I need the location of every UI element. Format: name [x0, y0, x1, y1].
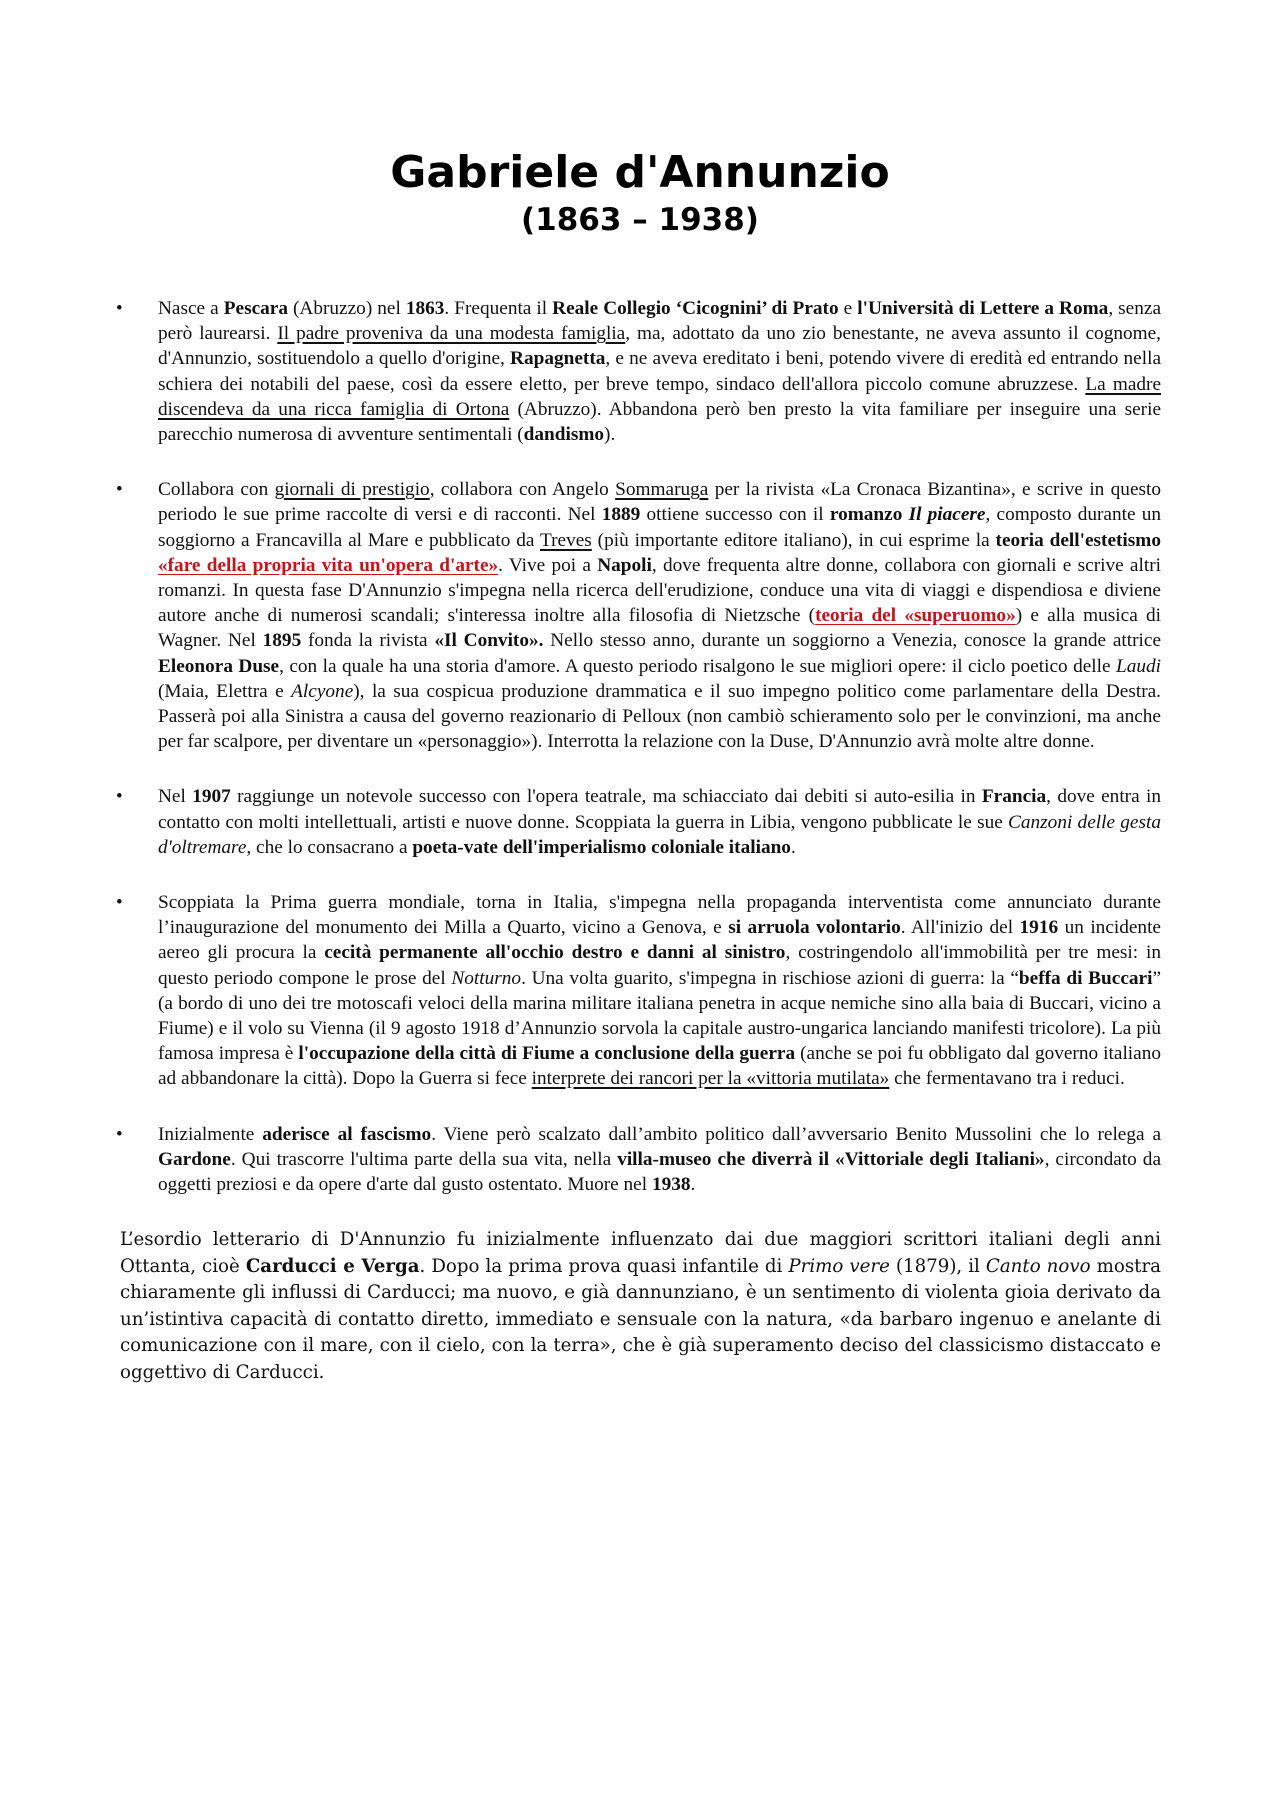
bullet-icon: • [116, 298, 123, 319]
bullet-paragraph-war: • Scoppiata la Prima guerra mondiale, torna in Italia, s'impegna nella propaganda interventista come annunciato durante l’inaugurazione del monumento dei Milla a Quarto, vicino a Genova, e si arruola volontario. All'inizio del 1916 un incidente aereo gli procura la cecità permanente all'occhio destro e danni al sinistro, costringendolo all'immobilità per tre mesi: in questo periodo compone le prose del Notturno. Una volta guarito, s'impegna in rischiose azioni di guerra: la “beffa di Buccari” (a bordo di uno dei tre motoscafi veloci della marina militare italiana penetra in acque nemiche sino alla baia di Buccari, vicino a Fiume) e il volo su Vienna (il 9 agosto 1918 d’Annunzio sorvola la capitale austro-ungarica lanciando manifesti tricolore). La più famosa impresa è l'occupazione della città di Fiume a conclusione della guerra (anche se poi fu obbligato dal governo italiano ad abbandonare la città). Dopo la Guerra si fece interprete dei rancori per la «vittoria mutilata» che fermentavano tra i reduci. [116, 892, 1162, 1090]
underlined-text: Sommaruga [615, 479, 709, 501]
bullet-paragraph-france: • Nel 1907 raggiunge un notevole successo con l'opera teatrale, ma schiacciato dai debiti si auto-esilia in Francia, dove entra in contatto con molti intellettuali, artisti e nuove donne. Scoppiata la guerra in Libia, vengono pubblicate le sue Canzoni delle gesta d'oltremare, che lo consacrano a poeta-vate dell'imperialismo coloniale italiano. [116, 786, 1161, 858]
bullet-icon: • [116, 1123, 123, 1145]
bullet-paragraph-career: • Collabora con giornali di prestigio, collabora con Angelo Sommaruga per la rivista «La Cronaca Bizantina», e scrive in questo periodo le sue prime raccolte di versi e di racconti. Nel 1889 ottiene successo con il romanzo Il piacere, composto durante un soggiorno a Francavilla al Mare e pubblicato da Treves (più importante editore italiano), in cui esprime la teoria dell'estetismo «fare della propria vita un'opera d'arte». Vive poi a Napoli, dove frequenta altre donne, collabora con giornali e scrive altri romanzi. In questa fase D'Annunzio s'impegna nella ricerca dell'erudizione, conduce una vita di viaggi e dispendiosa e diviene autore anche di numerosi scandali; s'interessa inoltre alla filosofia di Nietzsche (teoria del «superuomo») e alla musica di Wagner. Nel 1895 fonda la rivista «Il Convito». Nello stesso anno, durante un soggiorno a Venezia, conosce la grande attrice Eleonora Duse, con la quale ha una storia d'amore. A questo periodo risalgono le sue migliori opere: il ciclo poetico delle Laudi (Maia, Elettra e Alcyone), la sua cospicua produzione drammatica e il suo impegno politico come parlamentare della Destra. Passerà poi alla Sinistra a causa del governo reazionario di Pelloux (non cambiò schieramento solo per le convinzioni, ma anche per far scalpore, per diventare un «personaggio»). Interrotta la relazione con la Duse, D'Annunzio avrà molte altre donne. [116, 479, 1162, 753]
underlined-text: Il padre proveniva da una modesta famiglia [277, 323, 626, 345]
page-title: Gabriele d'Annunzio [390, 147, 890, 198]
bullet-paragraph-birth: • Nasce a Pescara (Abruzzo) nel 1863. Frequenta il Reale Collegio ‘Cicognini’ di Prato e l'Università di Lettere a Roma, senza però laurearsi. Il padre proveniva da una modesta famiglia, ma, adottato da uno zio benestante, ne aveva assunto il cognome, d'Annunzio, sostituendolo a quello d'origine, Rapagnetta, e ne aveva ereditato i beni, potendo vivere di eredità ed entrando nella schiera dei notabili del paese, così da essere eletto, per breve tempo, sindaco dell'allora piccolo comune abruzzese. La madre discendeva da una ricca famiglia di Ortona (Abruzzo). Abbandona però ben presto la vita familiare per inseguire una serie parecchio numerosa di avventure sentimentali (dandismo). [116, 298, 1161, 446]
underlined-text: interprete dei rancori per la «vittoria mutilata» [531, 1068, 890, 1090]
page-subtitle: (1863 – 1938) [521, 202, 759, 238]
underlined-text: Treves [540, 529, 592, 551]
highlighted-quote: «fare della propria vita un'opera d'arte» [158, 554, 499, 576]
bullet-icon: • [116, 786, 123, 808]
title-block [0, 146, 1280, 240]
highlighted-quote: teoria del «superuomo» [815, 605, 1016, 627]
closing-paragraph: L’esordio letterario di D'Annunzio fu inizialmente influenzato dai due maggiori scrittori italiani degli anni Ottanta, cioè Carducci e Verga. Dopo la prima prova quasi infantile di Primo vere (1879), il Canto novo mostra chiaramente gli influssi di Carducci; ma nuovo, e già dannunziano, è un sentimento di violenta gioia derivato da un’istintiva capacità di contatto diretto, immediato e sensuale con la natura, «da barbaro ingenuo e anelante di comunicazione con il mare, con il cielo, con la terra», che è già superamento deciso del classicismo distaccato e oggettivo di Carducci. [120, 1229, 1161, 1383]
bullet-icon: • [116, 479, 123, 501]
underlined-text: giornali di prestigio [274, 479, 430, 501]
document-body [116, 296, 1162, 1386]
bullet-icon: • [116, 892, 123, 914]
bullet-paragraph-fascism: • Inizialmente aderisce al fascismo. Viene però scalzato dall’ambito politico dall’avversario Benito Mussolini che lo relega a Gardone. Qui trascorre l'ultima parte della sua vita, nella villa-museo che diverrà il «Vittoriale degli Italiani», circondato da oggetti preziosi e da opere d'arte dal gusto ostentato. Muore nel 1938. [116, 1123, 1162, 1196]
underlined-text: La madre discendeva da una ricca famiglia di Ortona [158, 373, 1161, 420]
